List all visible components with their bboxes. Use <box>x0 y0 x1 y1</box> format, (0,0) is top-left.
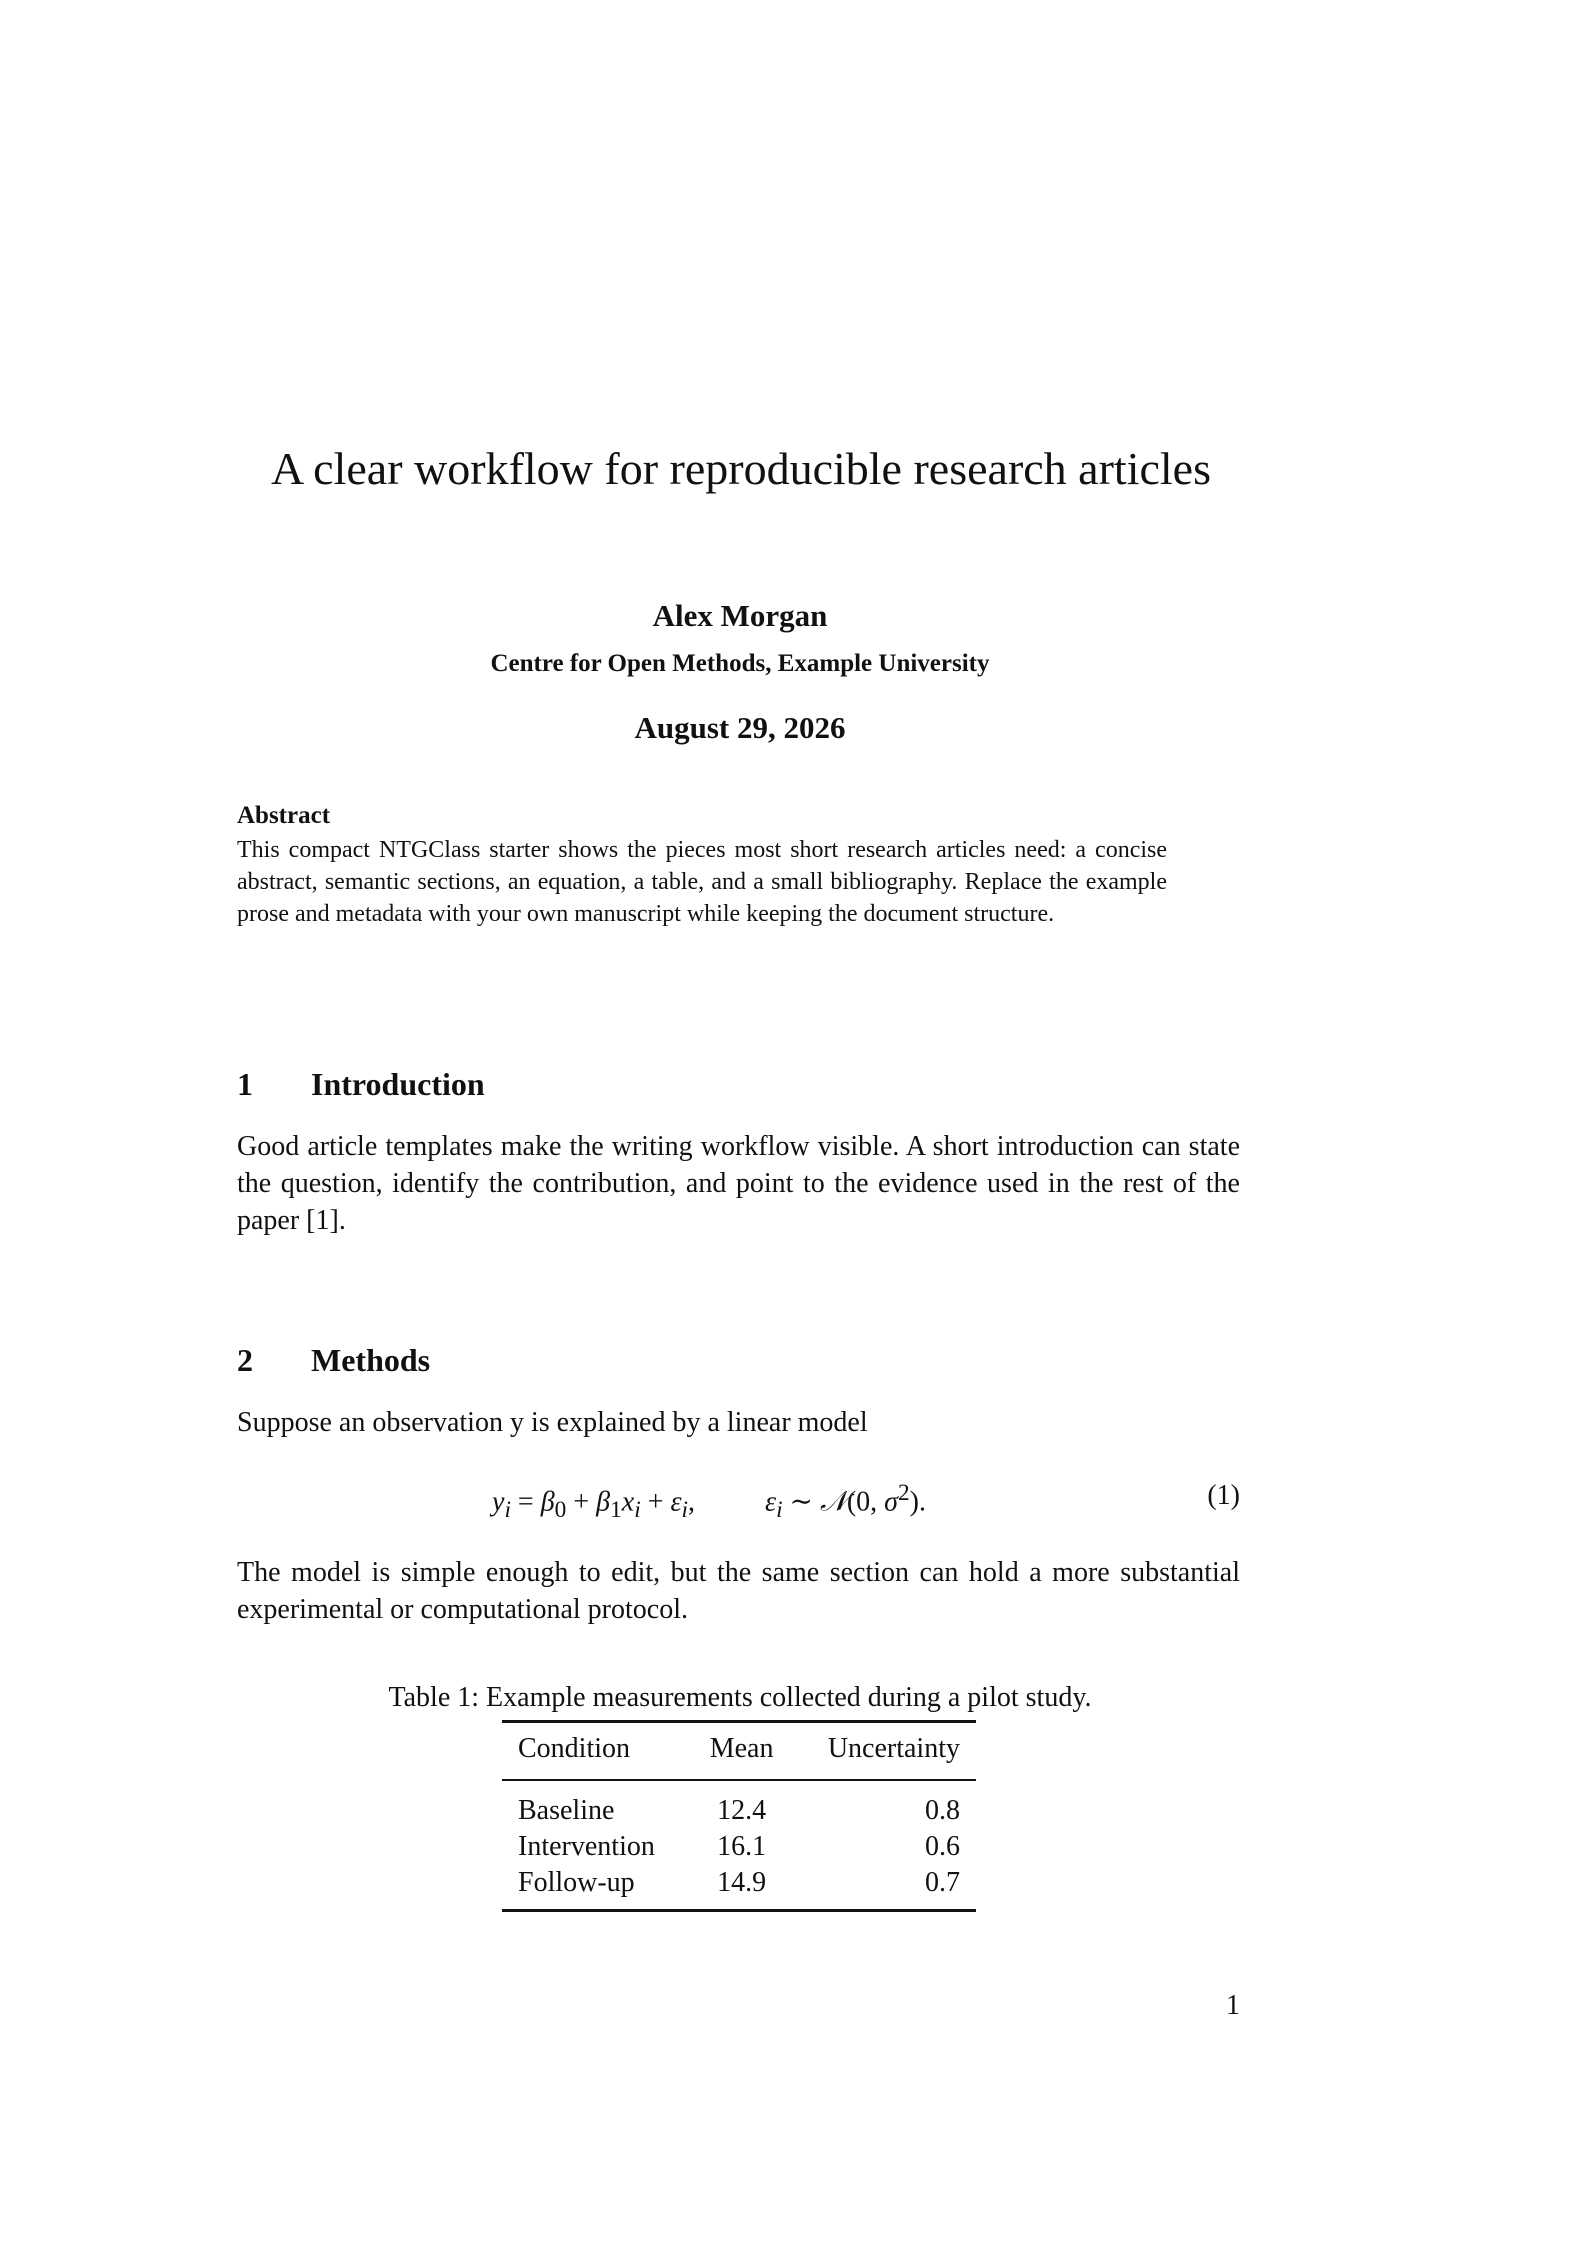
abstract-body: This compact NTGClass starter shows the pieces most short research articles need: a concise abstract, semantic sections, an equation, a table, and a small bibliography. Replace the example prose and metadata with your own manuscript while keeping the document structure. <box>237 837 1167 927</box>
equation-number: (1) <box>1207 1480 1240 1511</box>
section-heading-introduction <box>237 1066 485 1103</box>
publication-date: August 29, 2026 <box>634 710 846 745</box>
table-row <box>502 1865 976 1911</box>
table-cell: 14.9 <box>717 1867 767 1898</box>
table-header-cell: Uncertainty <box>795 1722 977 1781</box>
section-number: 2 <box>237 1342 253 1378</box>
table-cell: 0.8 <box>925 1795 960 1826</box>
methods-paragraph-after: The model is simple enough to edit, but the same section can hold a more substantial experimental or computational protocol. <box>237 1557 1240 1625</box>
paper-title: A clear workflow for reproducible research articles <box>271 443 1211 494</box>
author-affiliation: Centre for Open Methods, Example University <box>490 650 990 677</box>
section-number: 1 <box>237 1066 253 1102</box>
table-cell: Follow-up <box>518 1867 635 1898</box>
table-cell: 16.1 <box>717 1831 767 1862</box>
table-caption: Table 1: Example measurements collected during a pilot study. <box>388 1682 1092 1713</box>
page-number: 1 <box>1226 1990 1240 2021</box>
section-title: Methods <box>311 1342 431 1378</box>
table-row <box>502 1829 976 1865</box>
equation-linear-model <box>237 1480 1240 1523</box>
abstract-heading: Abstract <box>237 802 331 829</box>
section-heading-methods <box>237 1342 430 1379</box>
table-row <box>502 1780 976 1829</box>
measurements-table <box>502 1720 976 1912</box>
methods-paragraph-intro: Suppose an observation y is explained by a linear model <box>237 1407 868 1438</box>
table-cell: 12.4 <box>717 1795 767 1826</box>
table-header-cell: Mean <box>689 1722 795 1781</box>
table-cell: 0.7 <box>925 1867 960 1898</box>
section-title: Introduction <box>311 1066 485 1102</box>
introduction-paragraph: Good article templates make the writing workflow visible. A short introduction can state the question, identify the contribution, and point to the evidence used in the rest of the paper [1]. <box>237 1131 1240 1236</box>
table-cell: Baseline <box>518 1795 615 1826</box>
table-cell: Intervention <box>518 1831 655 1862</box>
table-header-row <box>502 1722 976 1781</box>
author-name: Alex Morgan <box>652 598 828 633</box>
table-header-cell: Condition <box>502 1722 689 1781</box>
table-cell: 0.6 <box>925 1831 960 1862</box>
equation-expression: $y_i = \beta_0 + \beta_1x_i + \varepsilon_i$, $\varepsilon_i$ ∼ 𝒩(0, $\sigma^2$). <box>492 1480 926 1523</box>
